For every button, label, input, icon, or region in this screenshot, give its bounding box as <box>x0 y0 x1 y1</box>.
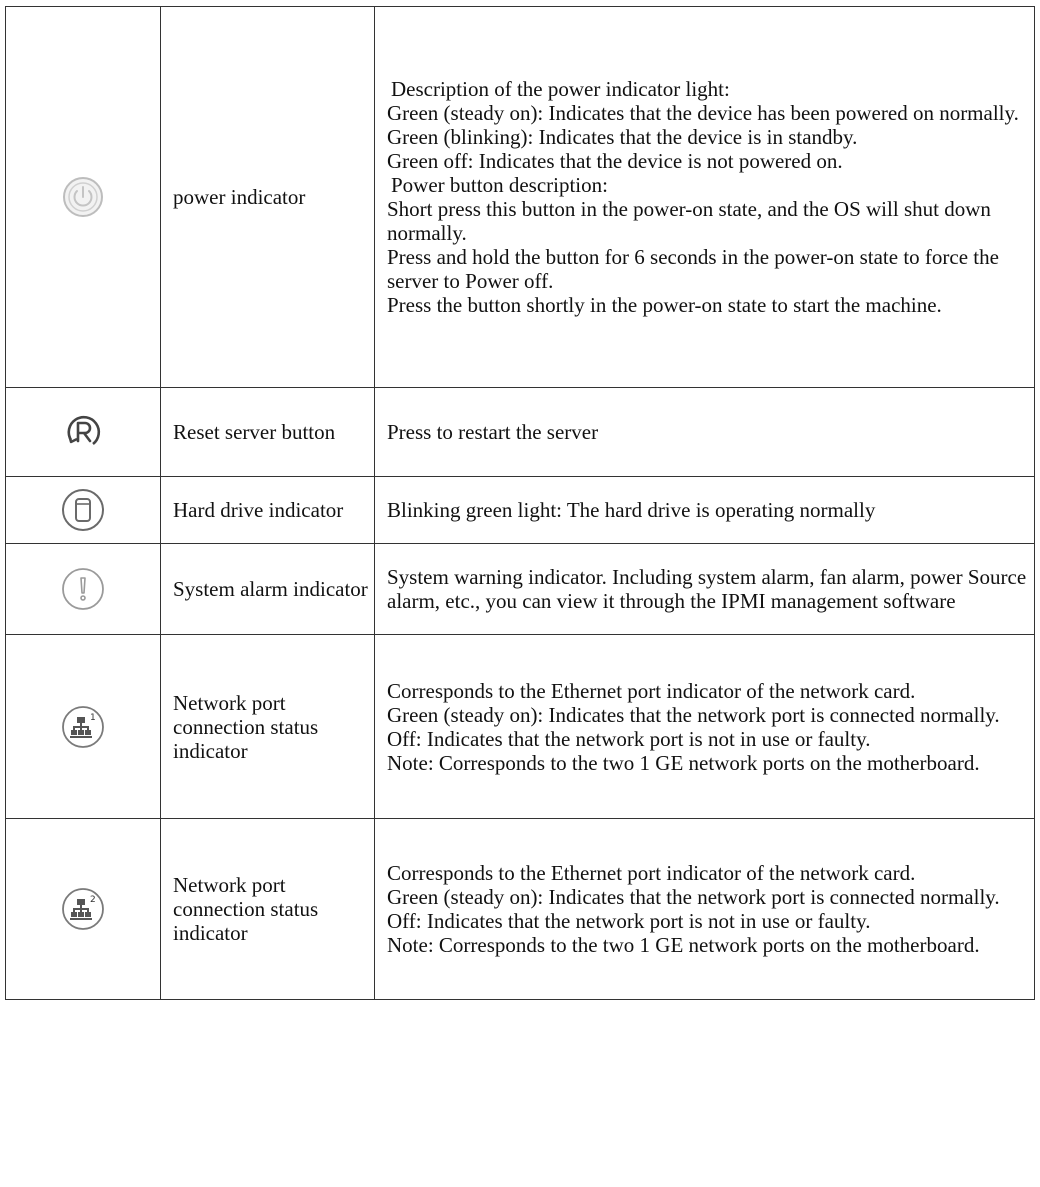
name-cell <box>161 388 375 477</box>
network-port-1-icon <box>60 704 106 750</box>
desc-cell <box>375 544 1035 635</box>
table-row <box>6 635 1035 819</box>
desc-line: Press the button shortly in the power-on state to start the machine. <box>387 293 942 317</box>
desc-line: Press to restart the server <box>387 420 599 444</box>
svg-text:1: 1 <box>90 712 96 723</box>
desc-cell <box>375 7 1035 388</box>
network-port-2-icon <box>60 886 106 932</box>
icon-cell <box>6 388 161 477</box>
desc-line: Note: Corresponds to the two 1 GE network ports on the motherboard. <box>387 750 980 775</box>
row-name: Network port connection status indicator <box>173 690 319 763</box>
desc-line: Note: Corresponds to the two 1 GE network ports on the motherboard. <box>387 933 980 957</box>
name-cell <box>161 544 375 635</box>
desc-line: Corresponds to the Ethernet port indicator of the network card. <box>387 678 916 703</box>
name-cell <box>161 819 375 1000</box>
table-row <box>6 477 1035 544</box>
desc-line: Green (steady on): Indicates that the network port is connected normally. <box>387 885 1000 909</box>
table-row <box>6 388 1035 477</box>
name-cell <box>161 635 375 819</box>
desc-line: Short press this button in the power-on state, and the OS will shut down normally. <box>387 197 991 245</box>
desc-cell <box>375 635 1035 819</box>
svg-text:2: 2 <box>90 895 96 905</box>
row-name: Hard drive indicator <box>173 498 344 522</box>
desc-line: Power button description: <box>391 173 608 197</box>
name-cell <box>161 477 375 544</box>
table-row <box>6 819 1035 1000</box>
icon-cell <box>6 477 161 544</box>
row-name: Network port connection status indicator <box>173 873 319 945</box>
desc-line: System warning indicator. Including system alarm, fan alarm, power Source alarm, etc., you can view it through the IPMI management software <box>387 565 1027 613</box>
desc-line: Off: Indicates that the network port is not in use or faulty. <box>387 909 871 933</box>
desc-line: Green (steady on): Indicates that the network port is connected normally. <box>387 702 1000 727</box>
hard-drive-icon <box>60 487 106 533</box>
desc-line: Press and hold the button for 6 seconds in the power-on state to force the server to Power off. <box>387 245 999 293</box>
desc-line: Green (blinking): Indicates that the device is in standby. <box>387 125 858 149</box>
desc-cell <box>375 819 1035 1000</box>
name-cell <box>161 7 375 388</box>
table-row <box>6 7 1035 388</box>
icon-cell <box>6 819 161 1000</box>
row-name: power indicator <box>173 185 306 209</box>
desc-line: Blinking green light: The hard drive is operating normally <box>387 498 876 522</box>
icon-cell <box>6 7 161 388</box>
reset-icon <box>60 409 106 455</box>
desc-line: Green off: Indicates that the device is not powered on. <box>387 149 843 173</box>
desc-line: Green (steady on): Indicates that the device has been powered on normally. <box>387 101 1019 125</box>
table-row <box>6 544 1035 635</box>
icon-cell <box>6 544 161 635</box>
indicator-table <box>5 6 1035 1000</box>
desc-line: Description of the power indicator light: <box>391 77 730 101</box>
alarm-icon <box>60 566 106 612</box>
icon-cell <box>6 635 161 819</box>
desc-cell <box>375 477 1035 544</box>
desc-cell <box>375 388 1035 477</box>
desc-line: Off: Indicates that the network port is not in use or faulty. <box>387 726 871 751</box>
row-name: System alarm indicator <box>173 577 368 601</box>
power-icon <box>60 174 106 220</box>
desc-line: Corresponds to the Ethernet port indicator of the network card. <box>387 861 916 885</box>
row-name: Reset server button <box>173 420 336 444</box>
